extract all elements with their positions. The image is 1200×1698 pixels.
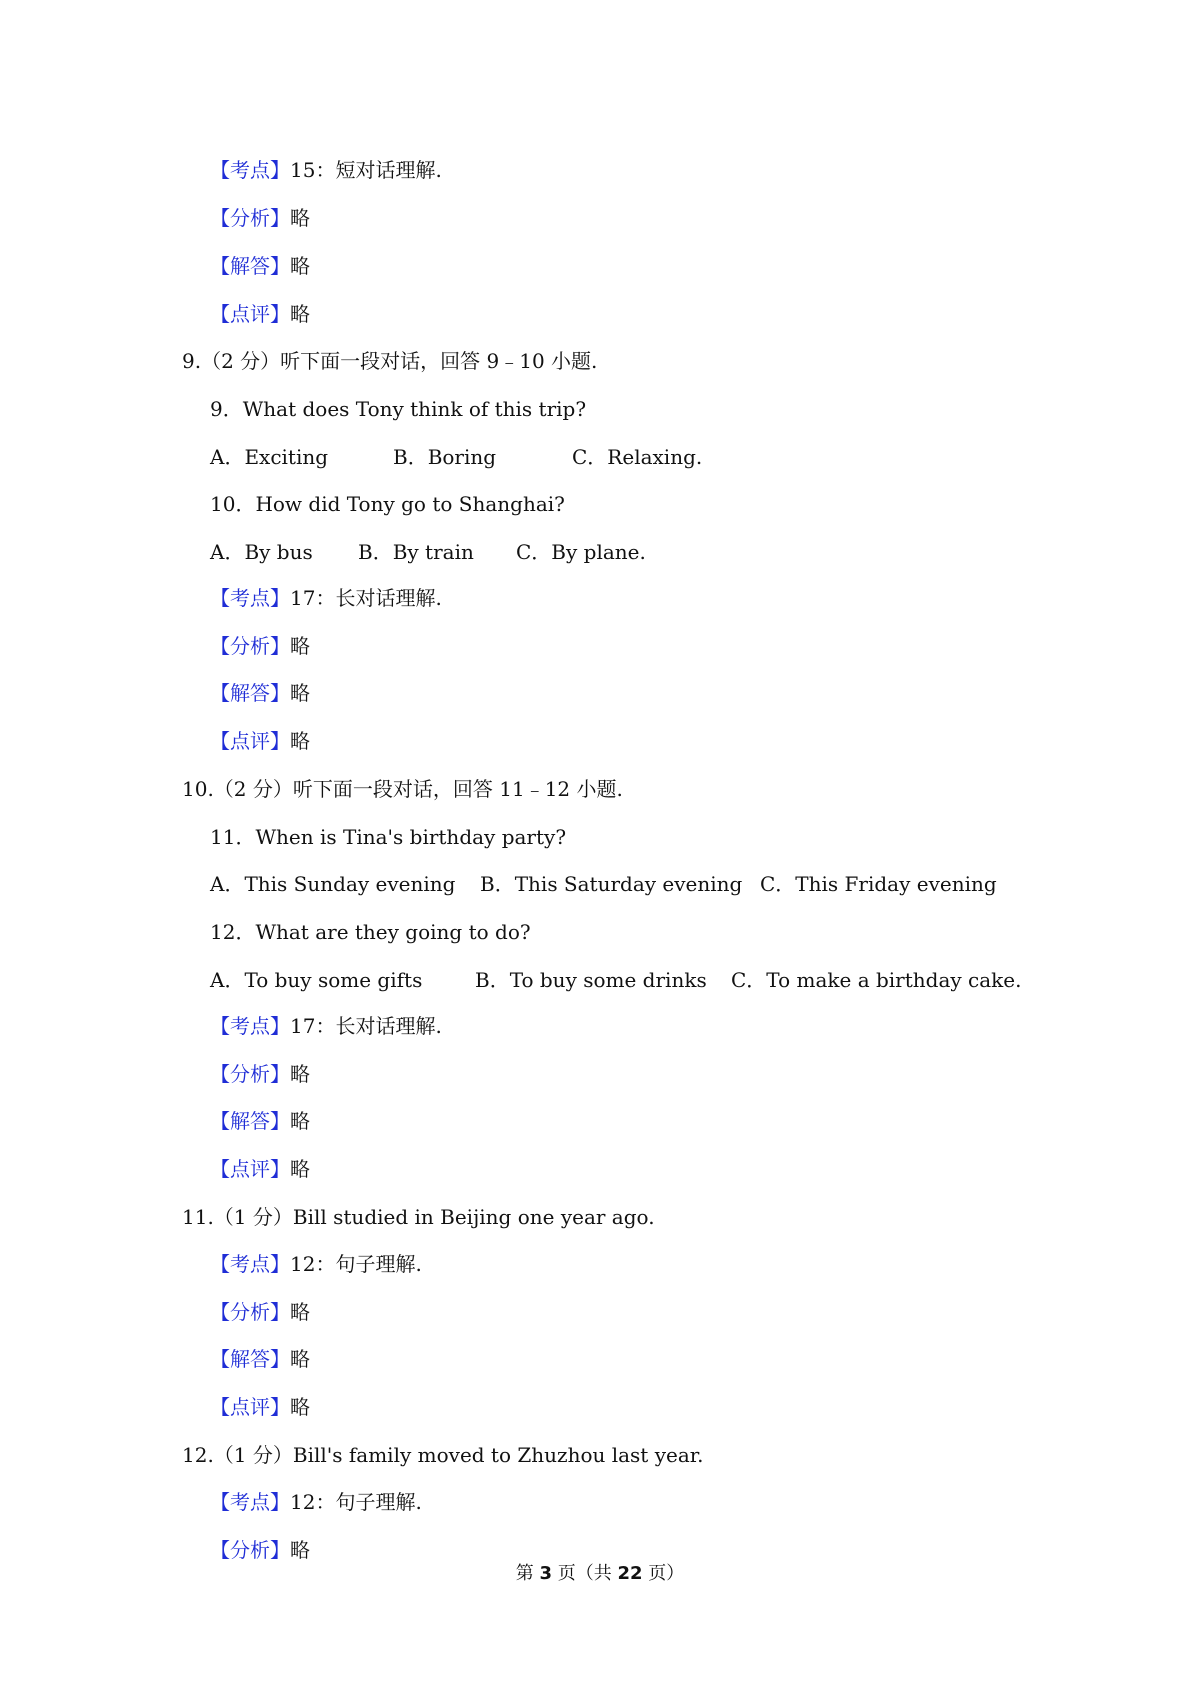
fenxi-line	[210, 1298, 310, 1326]
fenxi-line	[210, 632, 310, 660]
jieda-text: 略	[290, 1347, 310, 1371]
jieda-text: 略	[290, 1109, 310, 1133]
kaodian-line	[210, 584, 442, 612]
kaodian-line	[210, 1250, 422, 1278]
kaodian-tag: 【考点】	[210, 1014, 290, 1038]
dianping-text: 略	[290, 1157, 310, 1181]
fenxi-tag: 【分析】	[210, 206, 290, 230]
question-11-header: 11.（1 分）Bill studied in Beijing one year ago.	[182, 1205, 655, 1229]
jieda-line	[210, 1107, 310, 1135]
fenxi-tag: 【分析】	[210, 1538, 290, 1562]
page-number: 3	[539, 1563, 552, 1584]
jieda-tag: 【解答】	[210, 681, 290, 705]
dianping-tag: 【点评】	[210, 1395, 290, 1419]
jieda-tag: 【解答】	[210, 254, 290, 278]
page-footer	[0, 1562, 1200, 1586]
question-12-header: 12.（1 分）Bill's family moved to Zhuzhou last year.	[182, 1443, 704, 1467]
option-c: C．Relaxing.	[572, 445, 703, 469]
dianping-tag: 【点评】	[210, 302, 290, 326]
jieda-text: 略	[290, 681, 310, 705]
kaodian-text: 12：句子理解.	[290, 1252, 422, 1276]
fenxi-tag: 【分析】	[210, 1062, 290, 1086]
kaodian-text: 12：句子理解.	[290, 1490, 422, 1514]
fenxi-text: 略	[290, 1062, 310, 1086]
kaodian-tag: 【考点】	[210, 586, 290, 610]
jieda-tag: 【解答】	[210, 1109, 290, 1133]
jieda-line	[210, 252, 310, 280]
jieda-line	[210, 679, 310, 707]
option-c: C．To make a birthday cake.	[731, 968, 1022, 992]
sub-question-11: 11．When is Tina's birthday party?	[210, 825, 567, 849]
dianping-line	[210, 1393, 310, 1421]
total-pages: 22	[617, 1563, 643, 1584]
sub-question-9: 9．What does Tony think of this trip?	[210, 397, 587, 421]
footer-post: 页）	[642, 1563, 685, 1584]
option-a: A．Exciting	[210, 445, 329, 469]
kaodian-line	[210, 156, 442, 184]
option-b: B．This Saturday evening	[480, 872, 743, 896]
dianping-text: 略	[290, 1395, 310, 1419]
fenxi-text: 略	[290, 1538, 310, 1562]
fenxi-line	[210, 1536, 310, 1564]
option-b: B．Boring	[393, 445, 497, 469]
sub-question-12: 12．What are they going to do?	[210, 920, 531, 944]
fenxi-text: 略	[290, 206, 310, 230]
dianping-text: 略	[290, 302, 310, 326]
kaodian-text: 15：短对话理解.	[290, 158, 442, 182]
dianping-tag: 【点评】	[210, 729, 290, 753]
jieda-tag: 【解答】	[210, 1347, 290, 1371]
option-c: C．This Friday evening	[760, 872, 997, 896]
dianping-text: 略	[290, 729, 310, 753]
option-c: C．By plane.	[516, 540, 646, 564]
dianping-line	[210, 1155, 310, 1183]
option-a: A．To buy some gifts	[210, 968, 423, 992]
fenxi-text: 略	[290, 634, 310, 658]
option-a: A．By bus	[210, 540, 313, 564]
kaodian-text: 17：长对话理解.	[290, 586, 442, 610]
sub-question-10: 10．How did Tony go to Shanghai?	[210, 492, 565, 516]
jieda-text: 略	[290, 254, 310, 278]
option-b: B．By train	[358, 540, 474, 564]
kaodian-line	[210, 1488, 422, 1516]
dianping-line	[210, 300, 310, 328]
fenxi-line	[210, 204, 310, 232]
fenxi-line	[210, 1060, 310, 1088]
footer-pre: 第	[515, 1563, 540, 1584]
dianping-tag: 【点评】	[210, 1157, 290, 1181]
fenxi-text: 略	[290, 1300, 310, 1324]
fenxi-tag: 【分析】	[210, 634, 290, 658]
kaodian-tag: 【考点】	[210, 1490, 290, 1514]
dianping-line	[210, 727, 310, 755]
kaodian-tag: 【考点】	[210, 1252, 290, 1276]
option-a: A．This Sunday evening	[210, 872, 456, 896]
fenxi-tag: 【分析】	[210, 1300, 290, 1324]
question-9-header: 9.（2 分）听下面一段对话，回答 9﹣10 小题.	[182, 349, 598, 373]
jieda-line	[210, 1345, 310, 1373]
kaodian-line	[210, 1012, 442, 1040]
kaodian-text: 17：长对话理解.	[290, 1014, 442, 1038]
footer-mid: 页（共	[552, 1563, 618, 1584]
kaodian-tag: 【考点】	[210, 158, 290, 182]
option-b: B．To buy some drinks	[475, 968, 707, 992]
question-10-header: 10.（2 分）听下面一段对话，回答 11﹣12 小题.	[182, 777, 623, 801]
